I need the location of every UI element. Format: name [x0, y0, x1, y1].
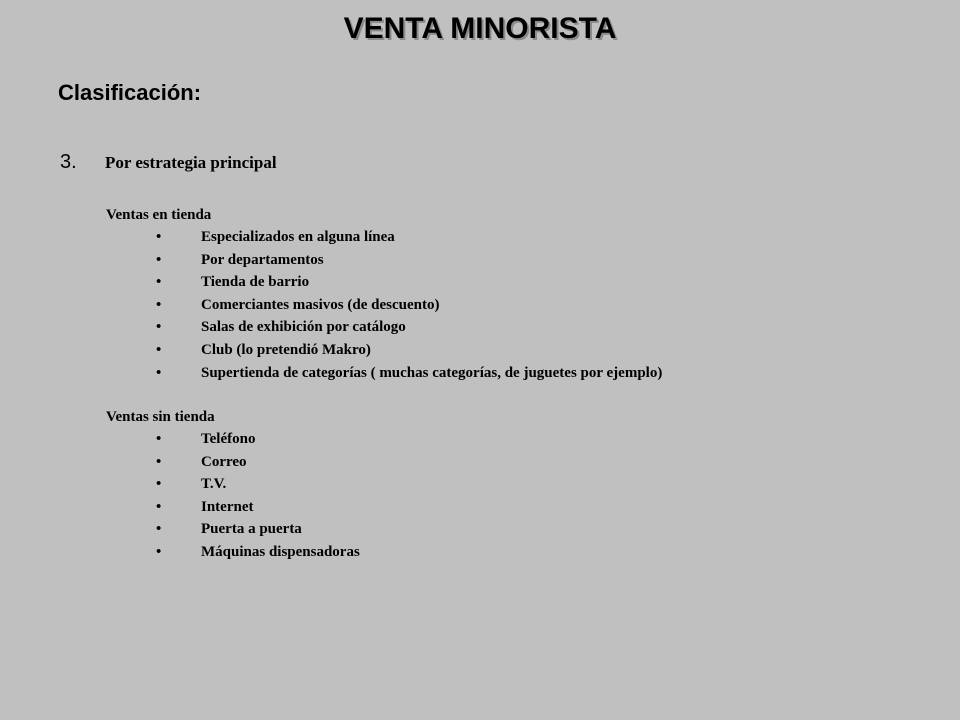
section-heading: Ventas sin tienda — [106, 409, 215, 425]
list-item — [106, 453, 360, 476]
bullet-icon: • — [156, 498, 162, 515]
list-item-text: Comerciantes masivos (de descuento) — [201, 296, 440, 313]
list-item — [106, 228, 662, 251]
bullet-list — [106, 430, 360, 566]
list-item — [106, 318, 662, 341]
numbered-point — [60, 151, 277, 174]
list-item-text: Supertienda de categorías ( muchas categorías, de juguetes por ejemplo) — [201, 364, 663, 381]
bullet-icon: • — [156, 251, 162, 268]
point-label: Por estrategia principal — [105, 153, 277, 172]
list-item — [106, 430, 360, 453]
list-item-text: Teléfono — [201, 431, 256, 447]
list-item — [106, 475, 360, 498]
bullet-icon: • — [156, 296, 162, 313]
slide-title: VENTA MINORISTA — [343, 12, 617, 45]
list-item-text: Internet — [201, 498, 254, 515]
list-item-text: T.V. — [201, 476, 227, 493]
list-item — [106, 296, 662, 319]
point-number: 3. — [60, 151, 77, 173]
list-item — [106, 543, 360, 566]
bullet-icon: • — [156, 453, 162, 470]
section-heading: Ventas en tienda — [106, 207, 212, 223]
list-item-text: Puerta a puerta — [201, 521, 302, 538]
section-ventas-en-tienda — [106, 206, 662, 386]
list-item-text: Especializados en alguna línea — [201, 229, 395, 245]
list-item — [106, 520, 360, 543]
list-item — [106, 364, 662, 387]
list-item — [106, 341, 662, 364]
slide-subtitle: Clasificación: — [58, 80, 202, 105]
list-item — [106, 498, 360, 521]
list-item-text: Tienda de barrio — [201, 274, 310, 291]
bullet-list — [106, 228, 662, 386]
bullet-icon: • — [156, 476, 162, 493]
list-item-text: Por departamentos — [201, 251, 324, 268]
list-item — [106, 273, 662, 296]
bullet-icon: • — [156, 431, 162, 447]
bullet-icon: • — [156, 364, 162, 381]
bullet-icon: • — [156, 521, 162, 538]
bullet-icon: • — [156, 274, 162, 291]
list-item-text: Salas de exhibición por catálogo — [201, 319, 406, 336]
section-ventas-sin-tienda — [106, 408, 360, 566]
bullet-icon: • — [156, 341, 162, 358]
bullet-icon: • — [156, 229, 162, 245]
bullet-icon: • — [156, 543, 162, 560]
list-item-text: Club (lo pretendió Makro) — [201, 341, 371, 358]
list-item-text: Correo — [201, 453, 247, 470]
list-item-text: Máquinas dispensadoras — [201, 543, 360, 560]
list-item — [106, 251, 662, 274]
bullet-icon: • — [156, 319, 162, 336]
